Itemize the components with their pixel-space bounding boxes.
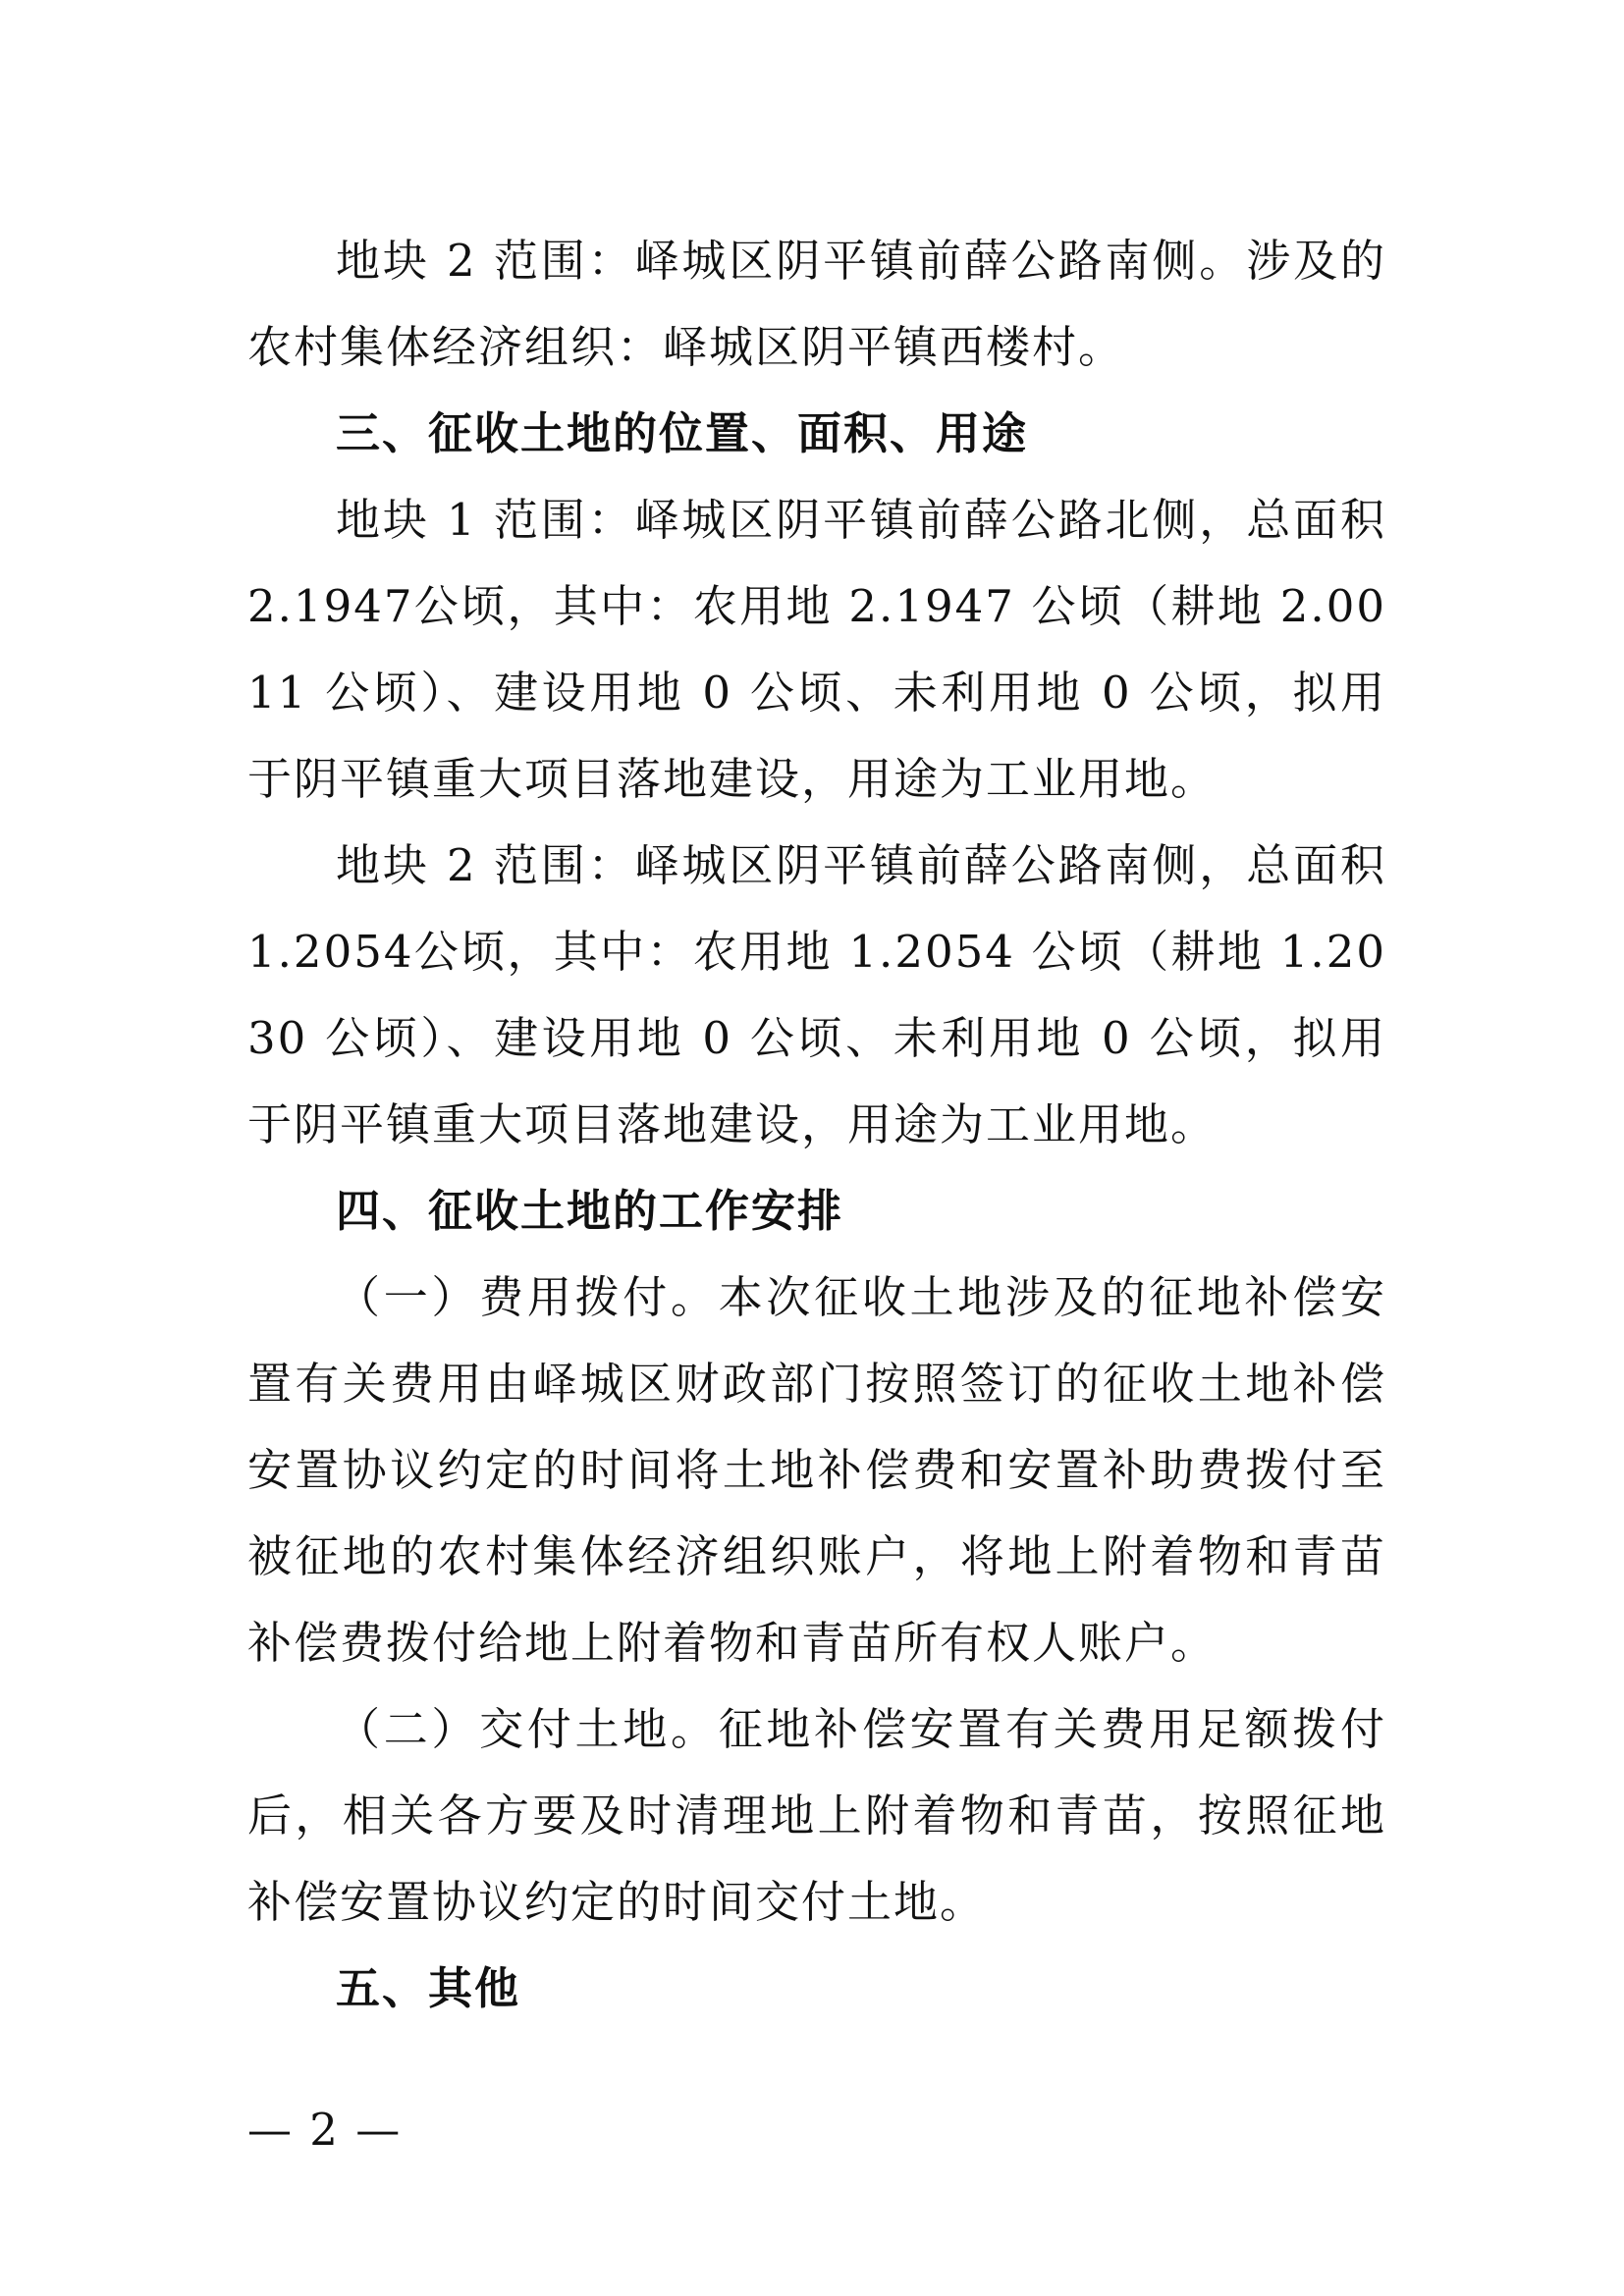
- page-number: — 2 —: [247, 2104, 403, 2156]
- paragraph-fee-payment: （一）费用拨付。本次征收土地涉及的征地补偿安置有关费用由峄城区财政部门按照签订的征收土地补偿安置协议约定的时间将土地补偿费和安置补助费拨付至被征地的农村集体经济组织账户，将地上附着物和青苗补偿费拨付给地上附着物和青苗所有权人账户。: [247, 1271, 1386, 1669]
- paragraph-plot1-area: 地块 1 范围：峄城区阴平镇前薛公路北侧，总面积 2.1947公顷，其中：农用地 2.1947 公顷（耕地 2.0011 公顷）、建设用地 0 公顷、未利用地 0 公顷，拟用于阴平镇重大项目落地建设，用途为工业用地。: [247, 494, 1386, 805]
- document-body: [247, 218, 1386, 2032]
- section-heading-4: 四、征收土地的工作安排: [336, 1185, 844, 1237]
- section-heading-3: 三、征收土地的位置、面积、用途: [336, 407, 1029, 459]
- paragraph-plot2-area: 地块 2 范围：峄城区阴平镇前薛公路南侧，总面积 1.2054公顷，其中：农用地 1.2054 公顷（耕地 1.2030 公顷）、建设用地 0 公顷、未利用地 0 公顷，拟用于阴平镇重大项目落地建设，用途为工业用地。: [247, 839, 1386, 1150]
- section-heading-5: 五、其他: [336, 1962, 521, 2014]
- paragraph-plot2-scope: 地块 2 范围：峄城区阴平镇前薛公路南侧。涉及的农村集体经济组织：峄城区阴平镇西楼村。: [247, 235, 1386, 373]
- paragraph-land-delivery: （二）交付土地。征地补偿安置有关费用足额拨付后，相关各方要及时清理地上附着物和青苗，按照征地补偿安置协议约定的时间交付土地。: [247, 1703, 1386, 1928]
